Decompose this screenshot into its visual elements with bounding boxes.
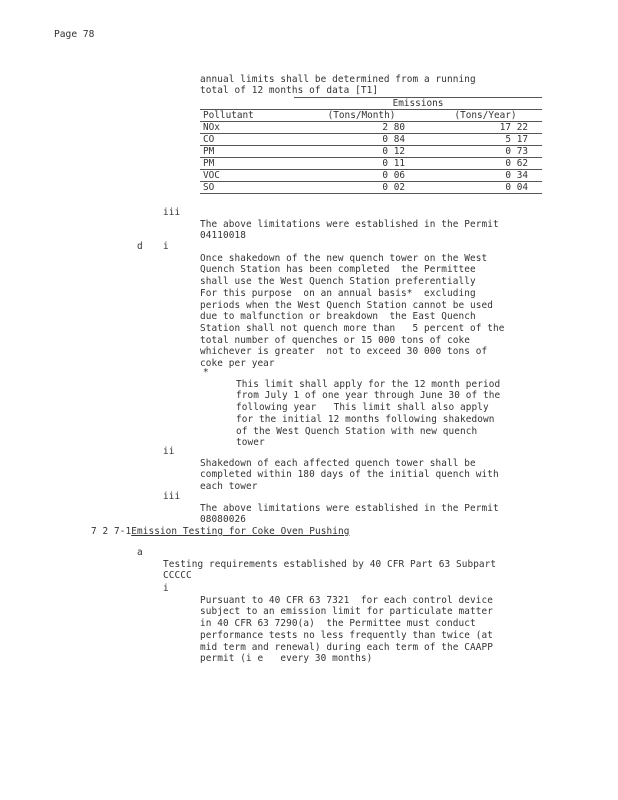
section-title: Emission Testing for Coke Oven Pushing [131,526,350,537]
text-line: performance tests no less frequently than twice (at [200,629,493,641]
item-label: i [163,583,169,594]
tons-month-cell: 2 80 [294,122,429,134]
emissions-table [200,97,542,194]
table-header-row [200,110,542,122]
item-label: iii [163,491,181,502]
pollutant-cell: NOx [200,122,294,134]
text-line: due to malfunction or breakdown the East Quench [200,311,476,323]
item-i-paragraph [200,241,504,381]
tons-year-cell: 0 62 [429,158,542,170]
tons-year-cell: 0 73 [429,146,542,158]
text-line: coke per year [200,358,275,370]
emissions-group-header: Emissions [294,98,542,110]
section-label-d: d [137,241,143,252]
text-line: mid term and renewal) during each term of the CAAPP [200,641,493,653]
text-line: in 40 CFR 63 7290(a) the Permittee must conduct [200,618,476,630]
tons-month-cell: 0 84 [294,134,429,146]
text-line: of the West Quench Station with new quench [236,425,478,437]
text-line: periods when the West Quench Station cannot be used [200,299,493,311]
section-heading [91,526,350,538]
item-label: iii [163,207,181,218]
table-row [200,182,542,194]
text-line: shall use the West Quench Station preferentially [200,276,476,288]
text-line: whichever is greater not to exceed 30 000 tons of [200,346,488,358]
text-line: tower [236,437,265,449]
page-number: Page 78 [54,29,95,40]
tons-month-cell: 0 11 [294,158,429,170]
tons-month-cell: 0 02 [294,182,429,194]
section-number: 7 2 7-1 [91,526,132,537]
tons-month-cell: 0 12 [294,146,429,158]
text-line: from July 1 of one year through June 30 of the [236,390,501,402]
text-line: This limit shall apply for the 12 month period [236,378,501,390]
pollutant-cell: SO [200,182,294,194]
text-line: The above limitations were established in the Permit [200,218,499,230]
text-line: CCCCC [163,570,192,582]
text-line: for the initial 12 months following shakedown [236,413,495,425]
item-label: a [137,547,143,558]
column-header: (Tons/Year) [429,110,542,122]
text-line: Shakedown of each affected quench tower shall be [200,457,476,469]
text-line: 08080026 [200,514,246,526]
text-line: total number of quenches or 15 000 tons of coke [200,334,470,346]
tons-month-cell: 0 06 [294,170,429,182]
text-line: Once shakedown of the new quench tower on the West [200,252,488,264]
text-line: each tower [200,481,258,493]
text-line: completed within 180 days of the initial quench with [200,469,499,481]
text-line: Quench Station has been completed the Permittee [200,264,476,276]
text-line: Station shall not quench more than 5 percent of the [200,322,505,334]
table-row [200,122,542,134]
tons-year-cell: 17 22 [429,122,542,134]
sub-a-i-paragraph [200,583,493,677]
column-header: (Tons/Month) [294,110,429,122]
table-row [200,158,542,170]
text-line: Testing requirements established by 40 CFR Part 63 Subpart [163,558,497,570]
item-label: ii [163,446,175,457]
column-header: Pollutant [200,110,294,122]
text-line: The above limitations were established in the Permit [200,502,499,514]
text-line: permit (i e every 30 months) [200,653,373,665]
pollutant-cell: PM [200,146,294,158]
table-row [200,134,542,146]
pollutant-cell: PM [200,158,294,170]
text-line: Pursuant to 40 CFR 63 7321 for each control device [200,594,493,606]
text-line: subject to an emission limit for particulate matter [200,606,493,618]
footnote-marker: * [203,367,209,378]
table-row [200,170,542,182]
tons-year-cell: 5 17 [429,134,542,146]
text-line: following year This limit shall also apply [236,402,489,414]
text-line: 04110018 [200,230,246,242]
text-line: total of 12 months of data [T1] [200,85,379,97]
pollutant-cell: VOC [200,170,294,182]
tons-year-cell: 0 04 [429,182,542,194]
text-line: For this purpose on an annual basis* excluding [200,287,476,299]
text-line: annual limits shall be determined from a running [200,73,476,85]
tons-year-cell: 0 34 [429,170,542,182]
pollutant-cell: CO [200,134,294,146]
table-row [200,146,542,158]
item-label: i [163,241,169,252]
